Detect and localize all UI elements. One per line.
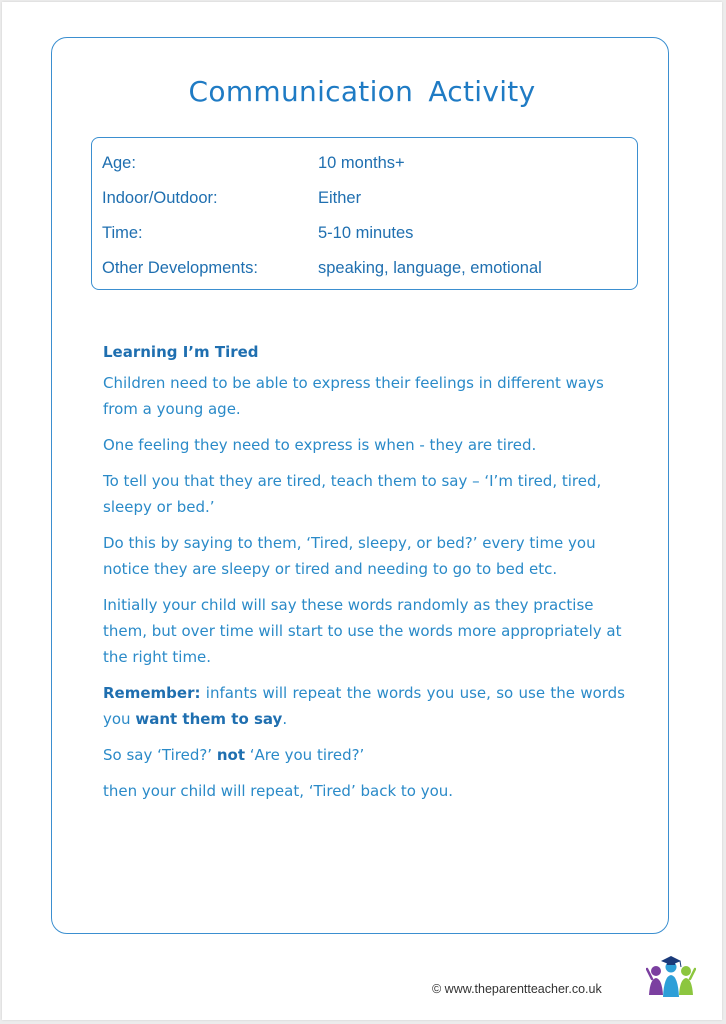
text: . — [282, 710, 288, 728]
info-label: Indoor/Outdoor: — [102, 189, 218, 207]
paragraph-example — [103, 742, 625, 768]
paragraph: Initially your child will say these words randomly as they practise them, but over time will start to use the words more appropriately at the right time. — [103, 596, 622, 666]
copyright-footer: © www.theparentteacher.co.uk — [432, 982, 602, 996]
info-label: Other Developments: — [102, 259, 258, 277]
info-value: speaking, language, emotional — [318, 259, 542, 277]
bold-text: not — [216, 746, 245, 764]
document-page — [2, 2, 722, 1020]
info-value: 10 months+ — [318, 154, 405, 172]
section-heading: Learning I’m Tired — [103, 343, 259, 361]
page-title: Communication Activity — [188, 75, 536, 108]
paragraph: To tell you that they are tired, teach them to say – ‘I’m tired, tired, sleepy or bed.’ — [103, 472, 602, 516]
paragraph: then your child will repeat, ‘Tired’ back to you. — [103, 782, 454, 800]
info-value: 5-10 minutes — [318, 224, 414, 242]
activity-content — [103, 342, 625, 814]
info-row-age — [102, 154, 627, 176]
text: So say ‘Tired?’ — [103, 746, 217, 764]
paragraph: One feeling they need to express is when - they are tired. — [103, 436, 537, 454]
info-row-developments — [102, 259, 627, 281]
info-row-location — [102, 189, 627, 211]
paragraph-remember — [103, 680, 625, 732]
paragraph: Children need to be able to express their feelings in different ways from a young age. — [103, 374, 604, 418]
bold-text: Remember: — [103, 684, 201, 702]
info-row-time — [102, 224, 627, 246]
info-label: Time: — [102, 224, 143, 242]
text: ‘Are you tired?’ — [245, 746, 365, 764]
paragraph: Do this by saying to them, ‘Tired, sleepy, or bed?’ every time you notice they are sleepy or tired and needing to go to bed etc. — [103, 534, 596, 578]
bold-text: want them to say — [135, 710, 283, 728]
info-label: Age: — [102, 154, 136, 172]
info-value: Either — [318, 189, 362, 207]
activity-info-box — [91, 137, 638, 290]
three-children-logo-icon — [646, 955, 696, 999]
text: infants will repeat the words you use, so use the words you — [103, 684, 625, 728]
